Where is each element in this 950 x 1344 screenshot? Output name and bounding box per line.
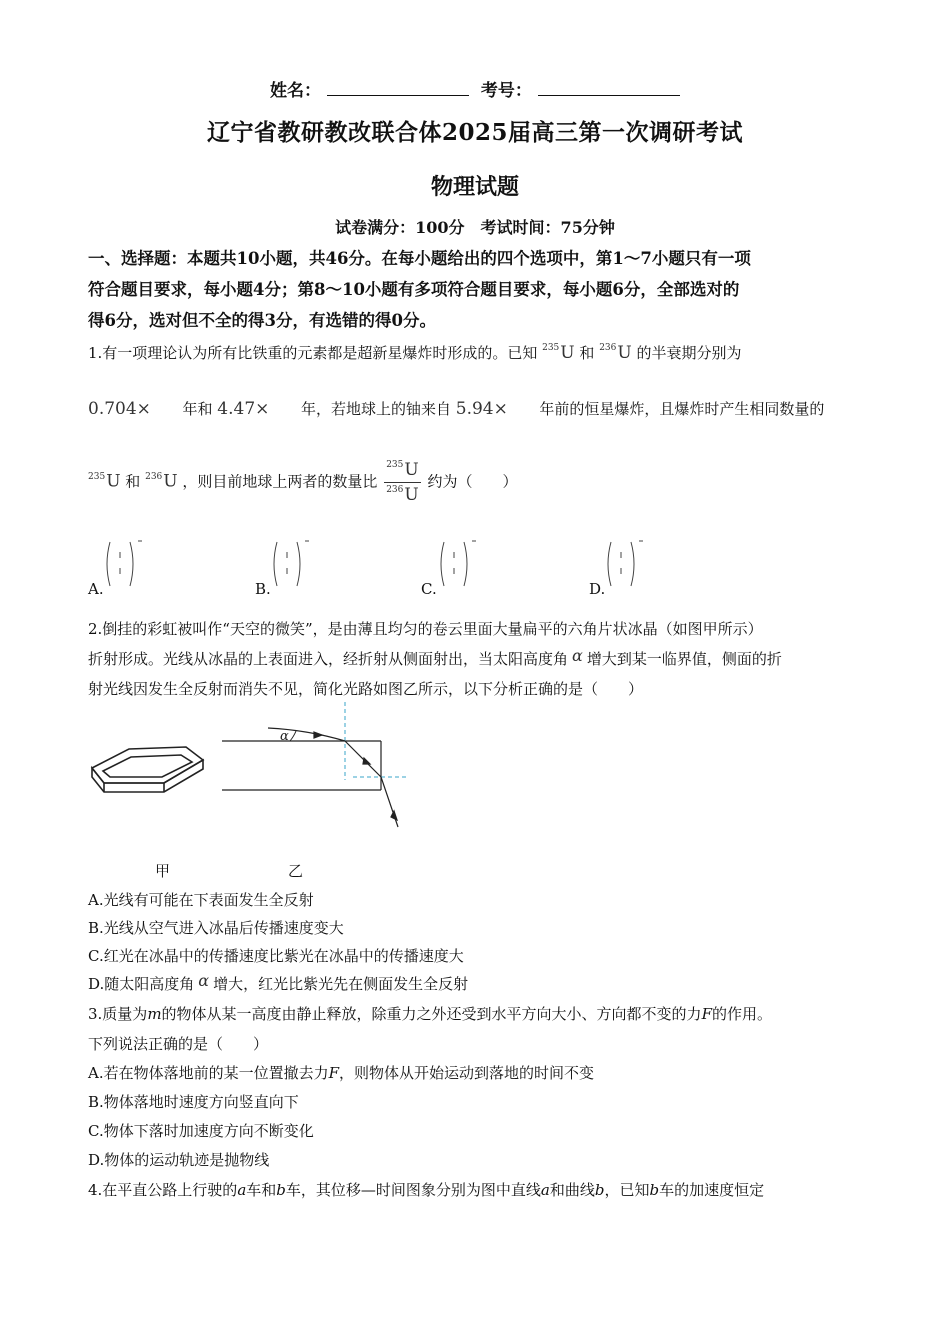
q1-line2: 0.704× 年和 4.47× 年，若地球上的铀来自 5.94× 年前的恒星爆炸，且爆炸时产生相同数量的 bbox=[88, 399, 825, 419]
q1-option-c-formula bbox=[441, 541, 476, 586]
q1-option-a-formula bbox=[107, 541, 142, 586]
section1-line3: 得6分，选对但不全的得3分，有选错的得0分。 bbox=[88, 311, 436, 330]
q4-line1: 4.在平直公路上行驶的a车和b车，其位移—时间图象分别为图中直线a和曲线b，已知b车的加速度恒定 bbox=[88, 1181, 765, 1199]
q1-option-d[interactable]: D. bbox=[589, 580, 606, 598]
q3-option-b[interactable]: B.物体落地时速度方向竖直向下 bbox=[88, 1093, 299, 1111]
exam-meta: 试卷满分：100分 考试时间：75分钟 bbox=[335, 218, 615, 237]
q1-n1: 0.704× bbox=[88, 399, 151, 419]
fig-yi-caption: 乙 bbox=[288, 862, 304, 880]
q3-line2: 下列说法正确的是（ ） bbox=[88, 1035, 269, 1053]
q1-ratio-fraction: $\frac{^{235}U}{^{236}U}$ bbox=[386, 460, 419, 505]
q3-option-a[interactable]: A.若在物体落地前的某一位置撤去力F，则物体从开始运动到落地的时间不变 bbox=[88, 1064, 595, 1082]
q1-option-b[interactable]: B. bbox=[255, 580, 271, 598]
name-blank bbox=[327, 81, 469, 96]
subject-title: 物理试题 bbox=[430, 174, 519, 200]
light-path-figure bbox=[218, 700, 418, 832]
name-exam-line bbox=[270, 76, 686, 101]
q1-line1: 1.有一项理论认为所有比铁重的元素都是超新星爆炸时形成的。已知 $^{235}$U 和 $^{236}$U 的半衰期分别为 bbox=[88, 343, 742, 363]
alpha-angle-label: α bbox=[280, 729, 289, 744]
q2-option-a[interactable]: A.光线有可能在下表面发生全反射 bbox=[88, 891, 314, 909]
q2-line2: 折射形成。光线从冰晶的上表面进入，经折射从侧面射出，当太阳高度角 α 增大到某一临界值，侧面的折 bbox=[88, 646, 782, 668]
q3-line1: 3.质量为m的物体从某一高度由静止释放，除重力之外还受到水平方向大小、方向都不变的力F的作用。 bbox=[88, 1005, 772, 1023]
exam-title: 辽宁省教研教改联合体2025届高三第一次调研考试 bbox=[206, 119, 743, 146]
q2-line3: 射光线因发生全反射而消失不见，简化光路如图乙所示，以下分析正确的是（ ） bbox=[88, 680, 644, 698]
q2-option-d[interactable]: D.随太阳高度角 α 增大，红光比紫光先在侧面发生全反射 bbox=[88, 971, 469, 993]
q1-option-a[interactable]: A. bbox=[88, 580, 104, 598]
q1-n3: 5.94× bbox=[455, 399, 508, 419]
q1-option-c[interactable]: C. bbox=[421, 580, 437, 598]
hexagon-crystal-figure bbox=[86, 735, 211, 820]
section1-line2: 符合题目要求，每小题4分；第8～10小题有多项符合题目要求，每小题6分，全部选对的 bbox=[88, 280, 740, 299]
q2-option-b[interactable]: B.光线从空气进入冰晶后传播速度变大 bbox=[88, 919, 344, 937]
q3-option-d[interactable]: D.物体的运动轨迹是抛物线 bbox=[88, 1151, 270, 1169]
q1-line3: $^{235}$U 和 $^{236}$U ，则目前地球上两者的数量比 $\frac{^{235}U}{^{236}U}$ 约为（ ） bbox=[88, 460, 518, 505]
q1-option-b-formula bbox=[274, 541, 309, 586]
exam-no-label: 考号： bbox=[480, 81, 532, 101]
q2-option-c[interactable]: C.红光在冰晶中的传播速度比紫光在冰晶中的传播速度大 bbox=[88, 947, 464, 965]
name-label: 姓名： bbox=[270, 81, 321, 101]
exam-no-blank bbox=[538, 81, 680, 96]
fig-jia-caption: 甲 bbox=[155, 862, 171, 880]
q1-n2: 4.47× bbox=[217, 399, 270, 419]
q1-option-formulas bbox=[100, 538, 660, 594]
q3-option-c[interactable]: C.物体下落时加速度方向不断变化 bbox=[88, 1122, 314, 1140]
q1-option-d-formula bbox=[608, 541, 643, 586]
q2-line1: 2.倒挂的彩虹被叫作“天空的微笑”，是由薄且均匀的卷云里面大量扁平的六角片状冰晶（如图甲所示） bbox=[88, 620, 763, 638]
section1-line1: 一、选择题：本题共10小题，共46分。在每小题给出的四个选项中，第1～7小题只有一项 bbox=[88, 249, 751, 268]
